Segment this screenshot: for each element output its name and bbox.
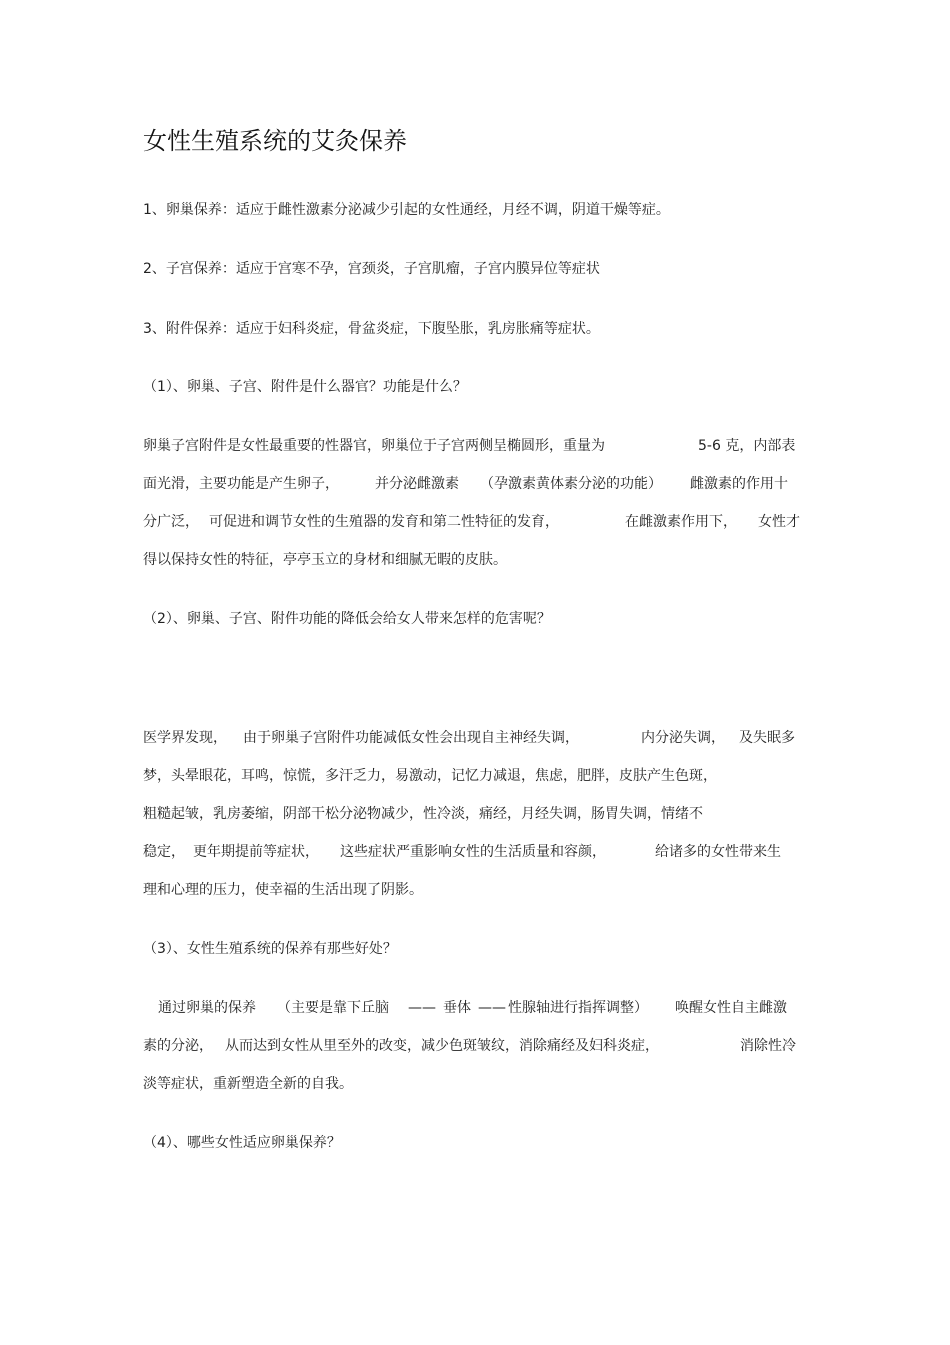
dash: ——: [408, 1000, 436, 1016]
text-segment: 粗糙起皱，乳房萎缩，阴部干松分泌物减少，性冷淡，痛经，月经失调，肠胃失调，情绪不: [143, 806, 703, 822]
list-item: 3、附件保养：适应于妇科炎症，骨盆炎症，下腹坠胀，乳房胀痛等症状。: [143, 321, 600, 337]
section-heading: （3）、女性生殖系统的保养有那些好处？: [143, 941, 397, 957]
section-heading: （2）、卵巢、子宫、附件功能的降低会给女人带来怎样的危害呢？: [143, 611, 551, 627]
text-segment: 唤醒女性自主雌激: [675, 1000, 787, 1016]
text-segment: 由于卵巢子宫附件功能减低女性会出现自主神经失调，: [243, 730, 579, 746]
text-segment: 卵巢子宫附件是女性最重要的性器官，卵巢位于子宫两侧呈椭圆形，重量为: [143, 438, 605, 454]
section-heading: （1）、卵巢、子宫、附件是什么器官？功能是什么？: [143, 379, 467, 395]
text-segment: （孕激素黄体素分泌的功能）: [480, 476, 662, 492]
text-segment: 梦，头晕眼花，耳鸣，惊慌，多汗乏力，易激动，记忆力减退，焦虑，肥胖，皮肤产生色斑，: [143, 768, 717, 784]
text-segment: 更年期提前等症状，: [193, 844, 319, 860]
list-item: 1、卵巢保养：适应于雌性激素分泌减少引起的女性通经，月经不调，阴道干燥等症。: [143, 202, 670, 218]
text-segment: 稳定，: [143, 844, 185, 860]
text-segment: 及失眠多: [739, 730, 795, 746]
text-segment: 通过卵巢的保养: [158, 1000, 256, 1016]
page-title: 女性生殖系统的艾灸保养: [143, 127, 407, 155]
text-segment: 医学界发现，: [143, 730, 227, 746]
text-segment: 女性才: [758, 514, 800, 530]
text-segment: 垂体: [443, 1000, 471, 1016]
text-segment: 消除性冷: [740, 1038, 796, 1054]
text-segment: 给诸多的女性带来生: [655, 844, 781, 860]
text-segment: 淡等症状，重新塑造全新的自我。: [143, 1076, 353, 1092]
text-segment: 从而达到女性从里至外的改变，减少色斑皱纹，消除痛经及妇科炎症，: [225, 1038, 659, 1054]
text-segment: 这些症状严重影响女性的生活质量和容颜，: [340, 844, 606, 860]
text-segment: 分广泛，: [143, 514, 199, 530]
text-segment: 性腺轴进行指挥调整）: [508, 1000, 648, 1016]
list-item: 2、子宫保养：适应于宫寒不孕，宫颈炎，子宫肌瘤，子宫内膜异位等症状: [143, 261, 600, 277]
text-segment: （主要是靠下丘脑: [277, 1000, 389, 1016]
text-segment: 内分泌失调，: [641, 730, 725, 746]
text-segment: 得以保持女性的特征，亭亭玉立的身材和细腻无暇的皮肤。: [143, 552, 507, 568]
text-segment: 在雌激素作用下，: [625, 514, 737, 530]
text-segment: 素的分泌，: [143, 1038, 213, 1054]
text-segment: 可促进和调节女性的生殖器的发育和第二性特征的发育，: [209, 514, 559, 530]
text-segment: 并分泌雌激素: [375, 476, 459, 492]
text-segment: 理和心理的压力，使幸福的生活出现了阴影。: [143, 882, 423, 898]
section-heading: （4）、哪些女性适应卵巢保养？: [143, 1135, 341, 1151]
text-segment: 5-6 克，内部表: [698, 438, 796, 454]
dash: ——: [478, 1000, 506, 1016]
text-segment: 雌激素的作用十: [690, 476, 788, 492]
text-segment: 面光滑，主要功能是产生卵子，: [143, 476, 339, 492]
